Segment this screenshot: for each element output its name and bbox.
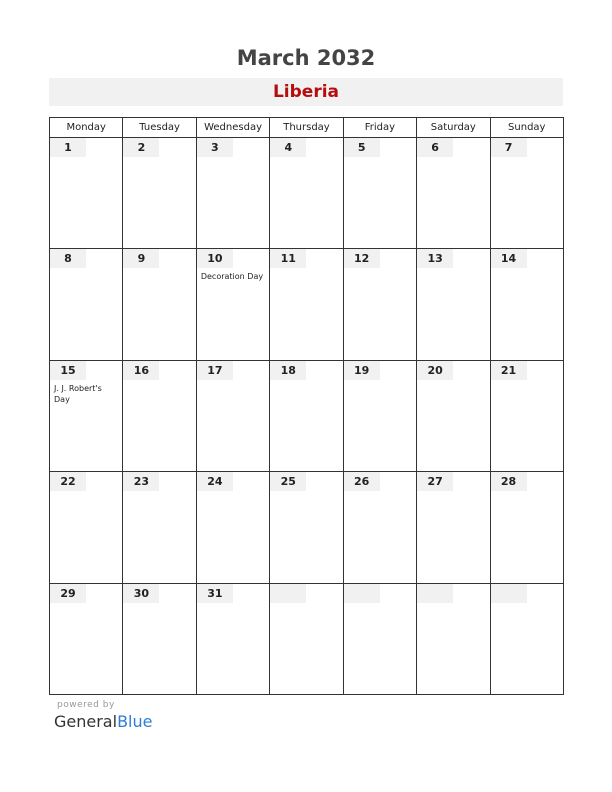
powered-by-text: powered by (57, 700, 115, 710)
week-row (50, 138, 564, 249)
week-row (50, 360, 564, 471)
country-name: Liberia (272, 82, 340, 102)
day-cell (343, 138, 416, 249)
day-cell (270, 583, 343, 694)
weekday-thursday: Thursday (270, 118, 343, 138)
day-number (270, 584, 306, 603)
page-title: March 2032 (236, 46, 376, 70)
day-cell (417, 360, 490, 471)
day-cell (270, 360, 343, 471)
day-cell (270, 472, 343, 583)
day-number: 1 (50, 138, 86, 157)
day-number: 4 (270, 138, 306, 157)
day-number: 30 (123, 584, 159, 603)
weekday-saturday: Saturday (417, 118, 490, 138)
day-number: 20 (417, 361, 453, 380)
holiday-label: J. J. Robert's Day (54, 383, 102, 404)
day-cell (490, 472, 563, 583)
brand-blue: Blue (117, 712, 153, 731)
calendar-grid (49, 117, 564, 695)
day-number: 8 (50, 249, 86, 268)
day-cell (417, 583, 490, 694)
day-cell (270, 138, 343, 249)
day-cell (490, 583, 563, 694)
day-number: 9 (123, 249, 159, 268)
country-banner (49, 78, 563, 106)
day-number (417, 584, 453, 603)
day-cell (417, 138, 490, 249)
day-cell (50, 360, 123, 471)
day-number: 5 (344, 138, 380, 157)
day-cell (50, 583, 123, 694)
day-number (491, 584, 527, 603)
day-number: 13 (417, 249, 453, 268)
holiday-label: Decoration Day (200, 272, 264, 282)
weekday-sunday: Sunday (490, 118, 563, 138)
day-number: 7 (491, 138, 527, 157)
day-cell (50, 249, 123, 360)
day-number: 28 (491, 472, 527, 491)
generalblue-logo[interactable] (54, 712, 152, 731)
day-cell (417, 472, 490, 583)
day-number: 18 (270, 361, 306, 380)
day-cell (123, 472, 196, 583)
day-cell (196, 472, 269, 583)
day-cell (123, 583, 196, 694)
day-cell (343, 249, 416, 360)
day-cell (490, 138, 563, 249)
weekday-tuesday: Tuesday (123, 118, 196, 138)
day-number: 15 (50, 361, 86, 380)
weekday-friday: Friday (343, 118, 416, 138)
day-number: 16 (123, 361, 159, 380)
day-number: 24 (197, 472, 233, 491)
day-number: 6 (417, 138, 453, 157)
day-cell (196, 138, 269, 249)
day-cell (123, 249, 196, 360)
day-number: 26 (344, 472, 380, 491)
weekday-monday: Monday (50, 118, 123, 138)
day-number: 12 (344, 249, 380, 268)
day-number: 29 (50, 584, 86, 603)
day-cell (490, 249, 563, 360)
day-number: 17 (197, 361, 233, 380)
week-row (50, 249, 564, 360)
brand-general: General (54, 712, 118, 731)
day-number: 11 (270, 249, 306, 268)
day-number: 19 (344, 361, 380, 380)
day-cell (50, 138, 123, 249)
day-number: 25 (270, 472, 306, 491)
day-number (344, 584, 380, 603)
day-cell (50, 472, 123, 583)
day-cell (123, 360, 196, 471)
day-number: 22 (50, 472, 86, 491)
day-cell (417, 249, 490, 360)
day-cell (343, 360, 416, 471)
day-number: 23 (123, 472, 159, 491)
day-cell (343, 583, 416, 694)
weekday-wednesday: Wednesday (196, 118, 269, 138)
weekday-header-row (50, 118, 564, 138)
week-row (50, 583, 564, 694)
day-cell (196, 583, 269, 694)
day-number: 10 (197, 249, 233, 268)
day-number: 27 (417, 472, 453, 491)
day-number: 2 (123, 138, 159, 157)
day-number: 31 (197, 584, 233, 603)
day-cell (343, 472, 416, 583)
day-number: 21 (491, 361, 527, 380)
day-cell (196, 249, 269, 360)
day-number: 3 (197, 138, 233, 157)
day-cell (270, 249, 343, 360)
day-cell (490, 360, 563, 471)
day-number: 14 (491, 249, 527, 268)
day-cell (123, 138, 196, 249)
day-cell (196, 360, 269, 471)
week-row (50, 472, 564, 583)
